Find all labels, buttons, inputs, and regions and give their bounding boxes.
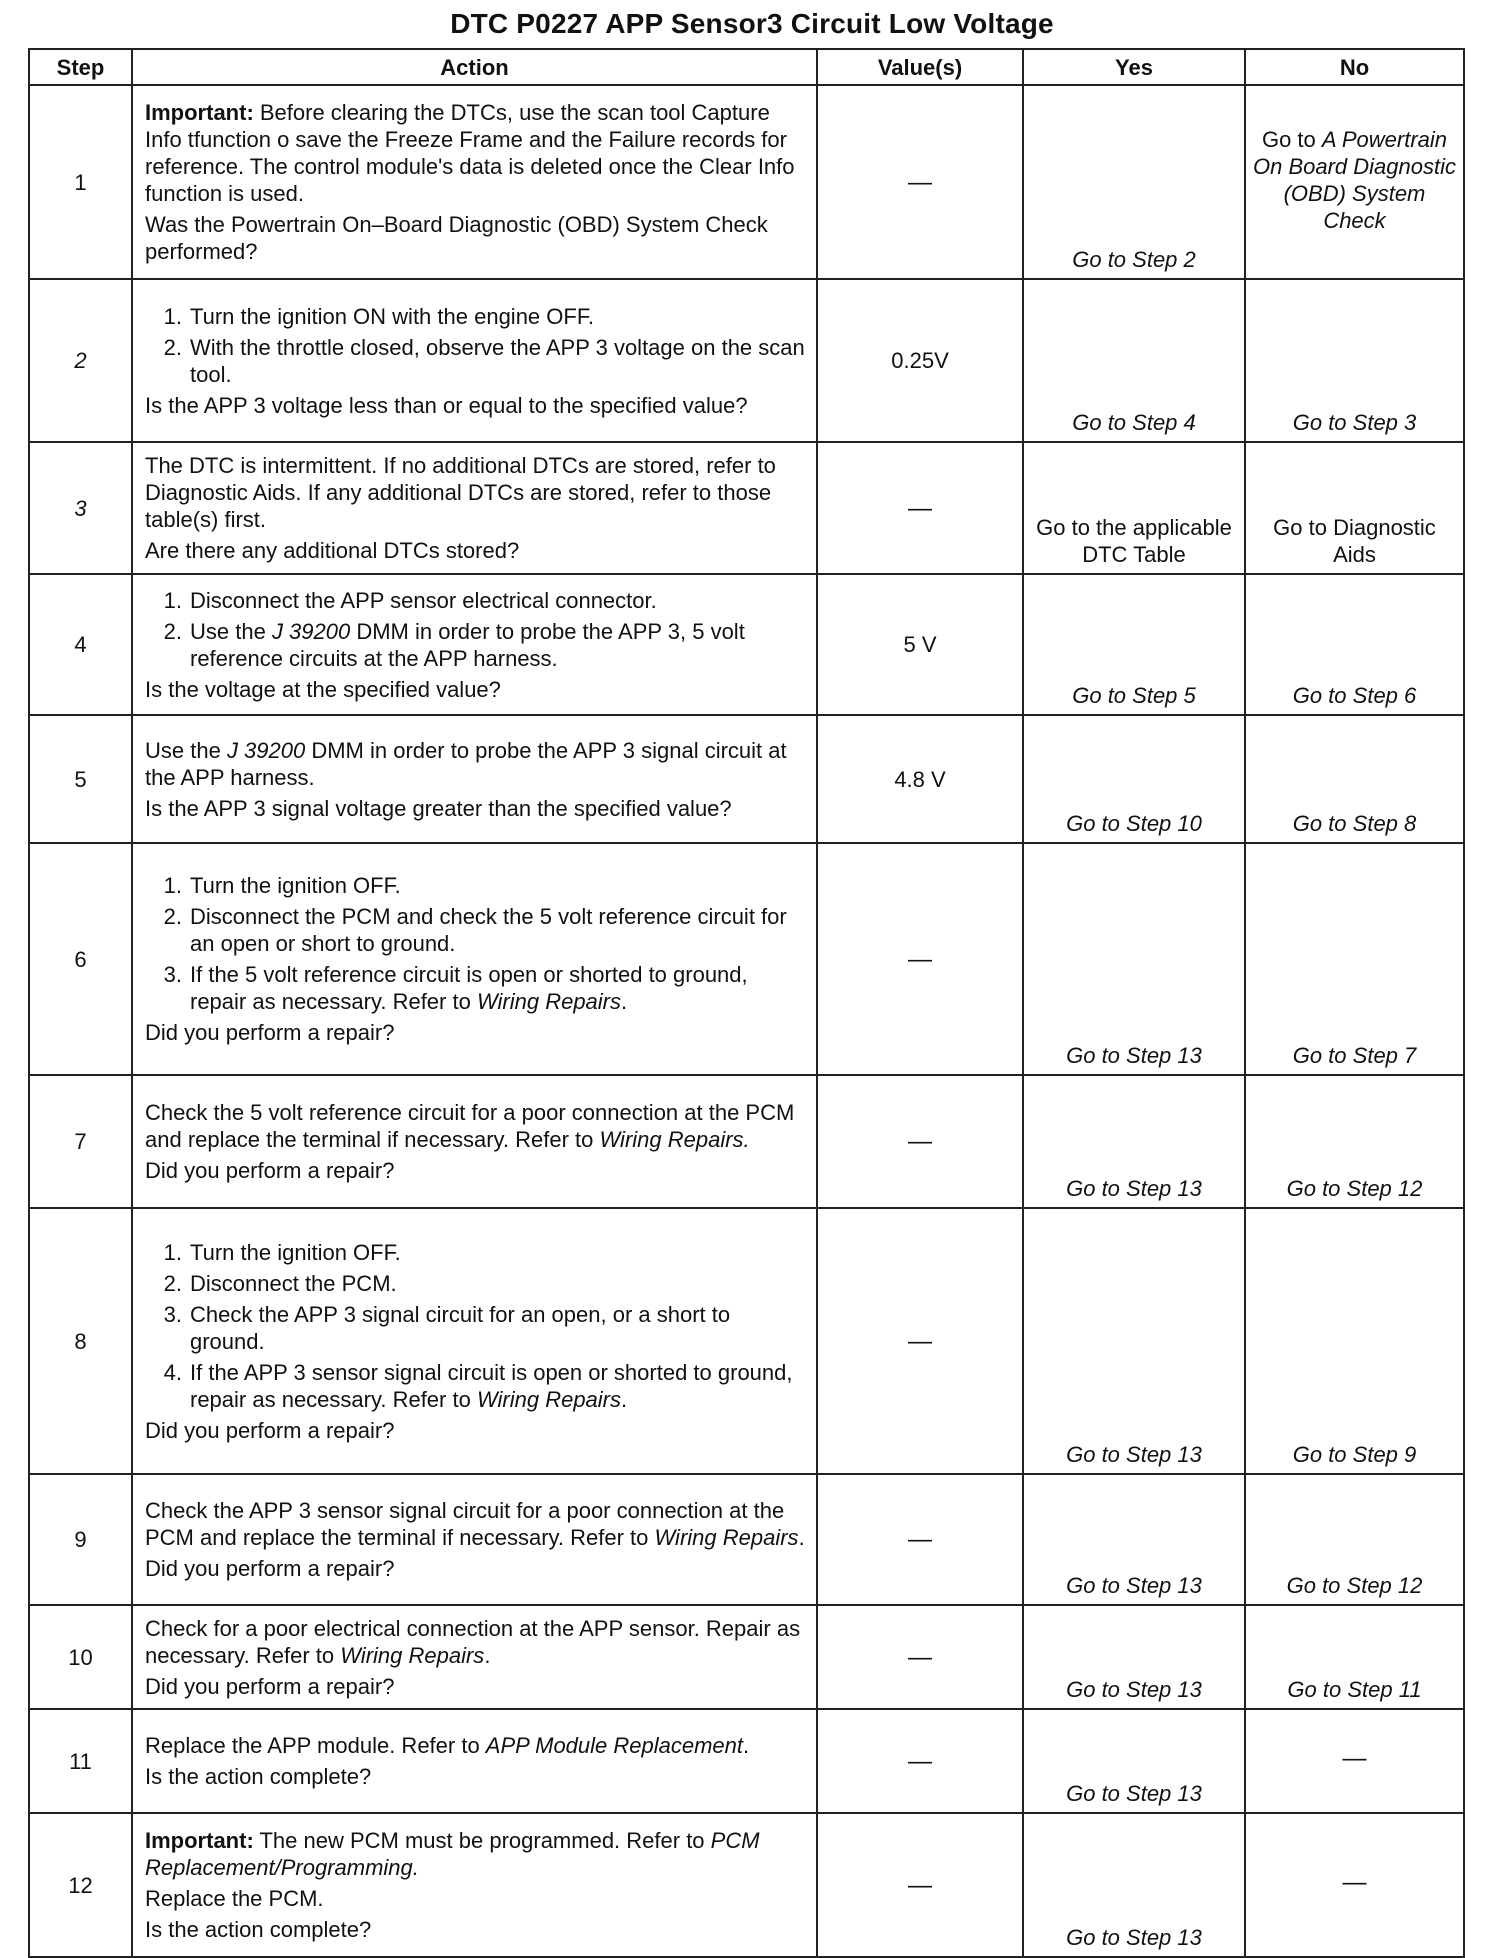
no-link-text: A Powertrain On Board Diagnostic (OBD) System Check [1253, 126, 1456, 233]
important-label: Important: [145, 100, 254, 125]
step-number: 3 [29, 442, 132, 574]
list-item: 1. Disconnect the APP sensor electrical connector. [163, 587, 657, 613]
no-prefix: Go to [1261, 126, 1322, 152]
action-list [145, 303, 806, 388]
important-note [145, 99, 806, 207]
step-number: 1 [29, 85, 132, 279]
yes-cell: Go to Step 13 [1023, 843, 1245, 1075]
action-text: Check for a poor electrical connection at the APP sensor. Repair as necessary. Refer to Wiring Repairs. [145, 1615, 801, 1668]
table-row [29, 85, 1464, 279]
yes-cell: Go to Step 4 [1023, 279, 1245, 442]
yes-cell: Go to Step 13 [1023, 1813, 1245, 1957]
value-cell [817, 1709, 1023, 1813]
no-cell [1245, 85, 1464, 279]
action-text: Replace the APP module. Refer to APP Module Replacement. [145, 1733, 750, 1758]
no-cell [1245, 1709, 1464, 1813]
no-text: — [1342, 1869, 1367, 1896]
value-cell: 4.8 V [817, 715, 1023, 843]
table-row [29, 1474, 1464, 1605]
list-item: 2. With the throttle closed, observe the APP 3 voltage on the scan tool. [163, 334, 805, 387]
question-text: Is the APP 3 voltage less than or equal to the specified value? [145, 392, 748, 418]
list-item: 1. Turn the ignition OFF. [163, 1239, 401, 1265]
value-text: — [908, 168, 932, 196]
list-item: 3. If the 5 volt reference circuit is open or shorted to ground, repair as necessary. Refer to Wiring Repairs. [163, 962, 748, 1014]
yes-cell: Go to Step 13 [1023, 1605, 1245, 1709]
action-list [145, 1239, 806, 1413]
question-text: Was the Powertrain On–Board Diagnostic (OBD) System Check performed? [145, 212, 768, 264]
action-cell [132, 1474, 817, 1605]
step-number: 4 [29, 574, 132, 715]
value-cell [817, 843, 1023, 1075]
question-text: Did you perform a repair? [145, 1417, 395, 1443]
action-text: The DTC is intermittent. If no additional DTCs are stored, refer to Diagnostic Aids. If any additional DTCs are stored, refer to those table(s) first. [145, 453, 776, 532]
step-number: 9 [29, 1474, 132, 1605]
yes-cell: Go to Step 10 [1023, 715, 1245, 843]
action-list [145, 872, 806, 1015]
action-cell [132, 279, 817, 442]
list-item: 1. Turn the ignition OFF. [163, 873, 401, 898]
step-number: 8 [29, 1208, 132, 1474]
value-cell [817, 1813, 1023, 1957]
diagnostic-table [28, 48, 1465, 1958]
table-row [29, 279, 1464, 442]
step-number: 6 [29, 843, 132, 1075]
value-text: — [908, 1128, 932, 1155]
value-cell: 5 V [817, 574, 1023, 715]
action-cell [132, 1075, 817, 1208]
value-text: — [908, 1747, 932, 1775]
question-text: Is the APP 3 signal voltage greater than the specified value? [145, 795, 732, 821]
important-note: Important: The new PCM must be programmed. Refer to PCM Replacement/Programming. [145, 1828, 760, 1880]
action-cell [132, 1813, 817, 1957]
question-text: Is the action complete? [145, 1764, 372, 1789]
no-text: — [1342, 1745, 1367, 1772]
action-cell [132, 1208, 817, 1474]
no-cell: Go to Step 12 [1245, 1075, 1464, 1208]
yes-cell: Go to Step 13 [1023, 1208, 1245, 1474]
table-row [29, 1208, 1464, 1474]
action-cell [132, 1605, 817, 1709]
yes-cell: Go to Step 2 [1023, 85, 1245, 279]
yes-cell: Go to Step 13 [1023, 1709, 1245, 1813]
step-number: 2 [29, 279, 132, 442]
list-item: 3. Check the APP 3 signal circuit for an open, or a short to ground. [163, 1301, 731, 1354]
question-text: Did you perform a repair? [145, 1020, 395, 1045]
table-row [29, 1709, 1464, 1813]
value-text: — [908, 1871, 932, 1899]
step-number: 12 [29, 1813, 132, 1957]
header-yes: Yes [1023, 49, 1245, 85]
value-cell [817, 1605, 1023, 1709]
header-row [29, 49, 1464, 85]
value-text: — [908, 1643, 932, 1671]
action-text: Replace the PCM. [145, 1886, 324, 1911]
no-cell: Go to Diagnostic Aids [1245, 442, 1464, 574]
no-cell: Go to Step 3 [1245, 279, 1464, 442]
no-cell [1245, 1813, 1464, 1957]
action-text: Use the J 39200 DMM in order to probe the APP 3 signal circuit at the APP harness. [145, 737, 787, 790]
yes-cell: Go to Step 5 [1023, 574, 1245, 715]
no-cell: Go to Step 12 [1245, 1474, 1464, 1605]
no-cell: Go to Step 9 [1245, 1208, 1464, 1474]
list-item: 1. Turn the ignition ON with the engine OFF. [163, 303, 594, 329]
table-row [29, 1605, 1464, 1709]
table-row [29, 442, 1464, 574]
question-text: Is the action complete? [145, 1917, 372, 1942]
action-list [145, 587, 806, 672]
header-no: No [1245, 49, 1464, 85]
list-item: 2. Use the J 39200 DMM in order to probe the APP 3, 5 volt reference circuits at the APP harness. [163, 618, 745, 671]
action-cell [132, 1709, 817, 1813]
value-text: — [908, 1327, 932, 1355]
table-row [29, 574, 1464, 715]
step-number: 5 [29, 715, 132, 843]
value-text: — [908, 1526, 932, 1553]
table-row [29, 715, 1464, 843]
list-item: 4. If the APP 3 sensor signal circuit is open or shorted to ground, repair as necessary. Refer to Wiring Repairs. [163, 1359, 793, 1412]
action-cell [132, 442, 817, 574]
yes-cell: Go to the applicable DTC Table [1023, 442, 1245, 574]
question-text: Are there any additional DTCs stored? [145, 538, 520, 563]
header-action: Action [132, 49, 817, 85]
question-text: Is the voltage at the specified value? [145, 676, 501, 702]
no-cell: Go to Step 6 [1245, 574, 1464, 715]
no-cell: Go to Step 7 [1245, 843, 1464, 1075]
question-text: Did you perform a repair? [145, 1673, 395, 1699]
step-number: 10 [29, 1605, 132, 1709]
important-text: Before clearing the DTCs, use the scan tool Capture Info tfunction o save the Freeze Frame and the Failure records for reference. The control module's data is deleted once the Clear Info function is used. [145, 100, 795, 206]
table-row [29, 1813, 1464, 1957]
list-item: 2. Disconnect the PCM and check the 5 volt reference circuit for an open or short to ground. [163, 904, 787, 956]
header-step: Step [29, 49, 132, 85]
no-cell: Go to Step 8 [1245, 715, 1464, 843]
value-text: — [908, 494, 932, 522]
value-cell [817, 1075, 1023, 1208]
value-cell [817, 442, 1023, 574]
important-label: Important: [145, 1828, 254, 1853]
table-row [29, 1075, 1464, 1208]
question-text: Did you perform a repair? [145, 1158, 395, 1183]
value-text: — [908, 945, 932, 973]
action-cell [132, 85, 817, 279]
yes-cell: Go to Step 13 [1023, 1474, 1245, 1605]
step-number: 11 [29, 1709, 132, 1813]
action-text: Check the 5 volt reference circuit for a poor connection at the PCM and replace the terminal if necessary. Refer to Wiring Repairs. [145, 1100, 795, 1152]
action-cell [132, 843, 817, 1075]
question-text: Did you perform a repair? [145, 1556, 395, 1581]
action-cell [132, 574, 817, 715]
header-values: Value(s) [817, 49, 1023, 85]
value-cell: 0.25V [817, 279, 1023, 442]
value-cell [817, 1474, 1023, 1605]
list-item: 2. Disconnect the PCM. [163, 1270, 397, 1296]
yes-cell: Go to Step 13 [1023, 1075, 1245, 1208]
table-row [29, 843, 1464, 1075]
page-title: DTC P0227 APP Sensor3 Circuit Low Voltage [450, 8, 1054, 39]
value-cell [817, 85, 1023, 279]
action-text: Check the APP 3 sensor signal circuit for a poor connection at the PCM and replace the terminal if necessary. Refer to Wiring Repairs. [145, 1498, 805, 1550]
action-cell [132, 715, 817, 843]
value-cell [817, 1208, 1023, 1474]
step-number: 7 [29, 1075, 132, 1208]
no-cell: Go to Step 11 [1245, 1605, 1464, 1709]
